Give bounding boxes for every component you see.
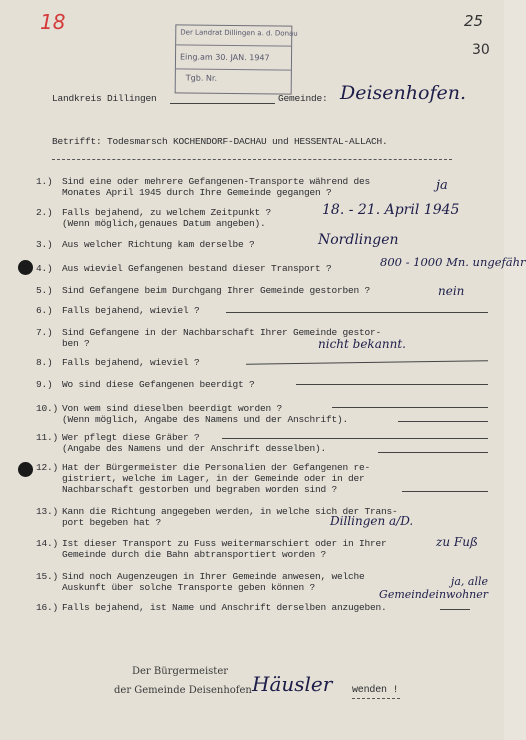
question-12-line-1: Hat der Bürgermeister die Personalien der Gefangenen re- xyxy=(62,462,371,473)
question-13-line-2: port begeben hat ? xyxy=(62,517,162,528)
mayor-municipality: der Gemeinde Deisenhofen xyxy=(114,685,252,696)
turn-page-note: wenden ! xyxy=(352,685,399,696)
answer-13: Dillingen a/D. xyxy=(330,514,414,528)
punch-hole-upper xyxy=(18,260,33,275)
receipt-stamp xyxy=(175,24,298,94)
question-5-line-1: Sind Gefangene beim Durchgang Ihrer Gemeinde gestorben ? xyxy=(62,285,371,296)
question-14-line-1: Ist dieser Transport zu Fuss weitermarschiert oder in Ihrer xyxy=(62,538,387,549)
question-6-line-1: Falls bejahend, wieviel ? xyxy=(62,305,200,316)
punch-hole-lower xyxy=(18,462,33,477)
question-4-number: 4.) xyxy=(36,263,53,274)
answer-14: zu Fuß xyxy=(436,535,478,549)
answer-4: 800 - 1000 Mn. ungefähr xyxy=(380,255,526,269)
landkreis-label: Landkreis Dillingen xyxy=(52,93,157,104)
question-12-line-2: gistriert, welche im Lager, in der Gemeinde oder in der xyxy=(62,473,365,484)
question-1-line-1: Sind eine oder mehrere Gefangenen-Transporte während des xyxy=(62,176,371,187)
margin-mark: 18 xyxy=(40,10,66,34)
mayor-title: Der Bürgermeister xyxy=(132,666,229,677)
question-15-line-1: Sind noch Augenzeugen in Ihrer Gemeinde anwesen, welche xyxy=(62,571,365,582)
question-11-line-1: Wer pflegt diese Gräber ? xyxy=(62,432,200,443)
question-9-line-1: Wo sind diese Gefangenen beerdigt ? xyxy=(62,379,255,390)
question-10-number: 10.) xyxy=(36,403,59,414)
question-2-line-2: (Wenn möglich,genaues Datum angeben). xyxy=(62,218,266,229)
question-7-line-1: Sind Gefangene in der Nachbarschaft Ihrer Gemeinde gestor- xyxy=(62,327,382,338)
question-8-number: 8.) xyxy=(36,357,53,368)
question-16-line-1: Falls bejahend, ist Name und Anschrift derselben anzugeben. xyxy=(62,602,387,613)
page-number: 30 xyxy=(472,42,490,58)
answer-15: ja, alle Gemeindeinwohner xyxy=(379,575,488,601)
question-3-number: 3.) xyxy=(36,239,53,250)
subject-line: Betrifft: Todesmarsch KOCHENDORF-DACHAU und HESSENTAL-ALLACH. xyxy=(52,136,388,147)
answer-1: ja xyxy=(436,178,448,193)
question-12-line-3: Nachbarschaft gestorben und begraben worden sind ? xyxy=(62,484,338,495)
mayor-signature: Häusler xyxy=(252,672,333,696)
stamp-received-date: Eing.am 30. JAN. 1947 xyxy=(179,52,270,63)
question-11-line-2: (Angabe des Namens und der Anschrift desselben). xyxy=(62,443,327,454)
gemeinde-value: Deisenhofen. xyxy=(340,82,467,104)
question-6-number: 6.) xyxy=(36,305,53,316)
question-8-line-1: Falls bejahend, wieviel ? xyxy=(62,357,200,368)
question-10-line-1: Von wem sind dieselben beerdigt worden ? xyxy=(62,403,283,414)
question-1-number: 1.) xyxy=(36,176,53,187)
question-12-number: 12.) xyxy=(36,462,59,473)
answer-5: nein xyxy=(438,284,465,298)
answer-7: nicht bekannt. xyxy=(318,337,406,351)
answer-2: 18. - 21. April 1945 xyxy=(322,202,460,218)
question-7-number: 7.) xyxy=(36,327,53,338)
question-4-line-1: Aus wieviel Gefangenen bestand dieser Transport ? xyxy=(62,263,332,274)
page-number-top: 25 xyxy=(464,12,484,30)
stamp-journal-number: Tgb. Nr. xyxy=(185,73,218,83)
question-11-number: 11.) xyxy=(36,432,59,443)
question-2-number: 2.) xyxy=(36,207,53,218)
question-7-line-2: ben ? xyxy=(62,338,90,349)
gemeinde-label: Gemeinde: xyxy=(278,93,328,104)
question-1-line-2: Monates April 1945 durch Ihre Gemeinde gegangen ? xyxy=(62,187,332,198)
question-14-number: 14.) xyxy=(36,538,59,549)
question-13-number: 13.) xyxy=(36,506,59,517)
question-16-number: 16.) xyxy=(36,602,59,613)
question-14-line-2: Gemeinde durch die Bahn abtransportiert worden ? xyxy=(62,549,327,560)
answer-3: Nordlingen xyxy=(318,232,399,248)
question-2-line-1: Falls bejahend, zu welchem Zeitpunkt ? xyxy=(62,207,272,218)
question-10-line-2: (Wenn möglich, Angabe des Namens und der Anschrift). xyxy=(62,414,349,425)
question-9-number: 9.) xyxy=(36,379,53,390)
question-5-number: 5.) xyxy=(36,285,53,296)
stamp-authority: Der Landrat Dillingen a. d. Donau xyxy=(180,28,298,38)
question-13-line-1: Kann die Richtung angegeben werden, in welche sich der Trans- xyxy=(62,506,398,517)
question-15-line-2: Auskunft über solche Transporte geben können ? xyxy=(62,582,316,593)
question-3-line-1: Aus welcher Richtung kam derselbe ? xyxy=(62,239,255,250)
question-15-number: 15.) xyxy=(36,571,59,582)
